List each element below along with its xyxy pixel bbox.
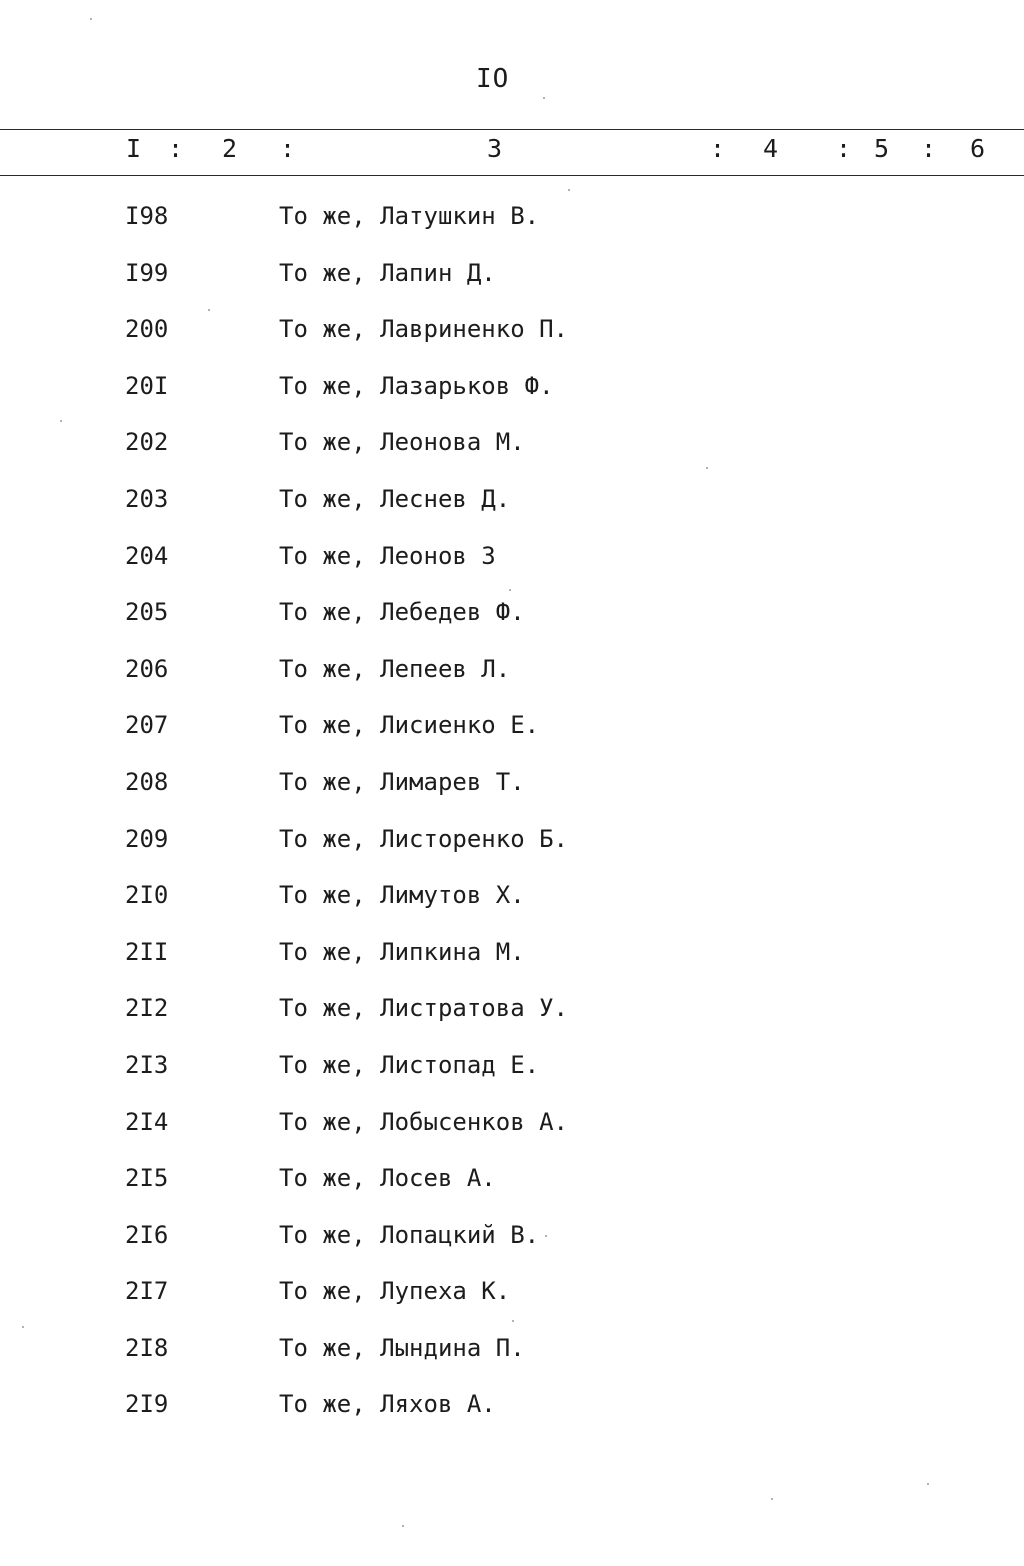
record-text: То же, Ляхов А.: [279, 1390, 496, 1419]
record-text: То же, Листратова У.: [279, 994, 568, 1023]
column-3-header: 3: [487, 134, 503, 163]
record-text: То же, Лепеев Л.: [279, 654, 511, 683]
record-number: 208: [125, 767, 169, 796]
record-number: 202: [125, 428, 169, 457]
record-number: I98: [125, 202, 169, 230]
column-separator: :: [168, 134, 184, 163]
record-number: I99: [125, 258, 169, 287]
record-text: То же, Листопад Е.: [279, 1050, 540, 1079]
column-separator: :: [710, 134, 726, 163]
record-number: 2II: [125, 937, 169, 966]
record-number: 20I: [125, 371, 169, 400]
record-text: То же, Лебедев Ф.: [279, 598, 525, 627]
record-number: 200: [125, 315, 169, 344]
record-text: То же, Лосев А.: [279, 1164, 496, 1193]
column-separator: :: [836, 134, 852, 163]
list-item: [0, 649, 1024, 706]
list-item: [0, 932, 1024, 989]
column-1-header: I: [126, 134, 142, 163]
record-text: То же, Лавриненко П.: [279, 315, 568, 344]
record-text: То же, Лобысенков А.: [279, 1107, 568, 1136]
record-number: 207: [125, 711, 169, 740]
record-number: 2I2: [125, 994, 169, 1023]
list-item: [0, 366, 1024, 423]
record-number: 2I5: [125, 1164, 169, 1193]
record-text: То же, Лисиенко Е.: [279, 711, 540, 740]
list-item: [0, 1045, 1024, 1102]
list-item: [0, 705, 1024, 762]
record-text: То же, Леонов З: [279, 541, 496, 570]
record-number: 2I6: [125, 1220, 169, 1249]
record-text: То же, Леонова М.: [279, 428, 525, 457]
record-text: То же, Липкина М.: [279, 937, 525, 966]
record-number: 2I9: [125, 1390, 169, 1419]
list-item: [0, 1215, 1024, 1272]
record-number: 205: [125, 598, 169, 627]
list-item: [0, 536, 1024, 593]
record-number: 203: [125, 484, 169, 513]
column-separator: :: [921, 134, 937, 163]
list-item: [0, 592, 1024, 649]
record-text: То же, Латушкин В.: [279, 202, 540, 230]
record-text: То же, Лупеха К.: [279, 1277, 511, 1306]
record-number: 204: [125, 541, 169, 570]
record-number: 2I4: [125, 1107, 169, 1136]
list-item: [0, 253, 1024, 310]
column-5-header: 5: [874, 134, 890, 163]
record-number: 2I7: [125, 1277, 169, 1306]
column-6-header: 6: [970, 134, 986, 163]
list-item: [0, 1102, 1024, 1159]
record-text: То же, Лазарьков Ф.: [279, 371, 554, 400]
record-text: То же, Леснев Д.: [279, 484, 511, 513]
list-item: [0, 1328, 1024, 1385]
record-text: То же, Лопацкий В.: [279, 1220, 540, 1249]
list-item: [0, 875, 1024, 932]
list-item: [0, 1384, 1024, 1441]
record-number: 2I3: [125, 1050, 169, 1079]
list-item: [0, 309, 1024, 366]
record-number: 2I0: [125, 881, 169, 910]
list-item: [0, 762, 1024, 819]
table-header-top-rule: [0, 129, 1024, 130]
record-number: 209: [125, 824, 169, 853]
column-2-header: 2: [222, 134, 238, 163]
record-text: То же, Лапин Д.: [279, 258, 496, 287]
column-separator: :: [280, 134, 296, 163]
list-item: [0, 196, 1024, 253]
table-header-bottom-rule: [0, 175, 1024, 176]
record-text: То же, Лимутов Х.: [279, 881, 525, 910]
list-item: [0, 819, 1024, 876]
record-number: 2I8: [125, 1333, 169, 1362]
list-item: [0, 1158, 1024, 1215]
record-text: То же, Листоренко Б.: [279, 824, 568, 853]
record-text: То же, Лындина П.: [279, 1333, 525, 1362]
list-item: [0, 479, 1024, 536]
page-number: IO: [476, 64, 510, 94]
record-number: 206: [125, 654, 169, 683]
record-list: [0, 196, 1024, 1441]
list-item: [0, 988, 1024, 1045]
list-item: [0, 422, 1024, 479]
column-4-header: 4: [763, 134, 779, 163]
record-text: То же, Лимарев Т.: [279, 767, 525, 796]
